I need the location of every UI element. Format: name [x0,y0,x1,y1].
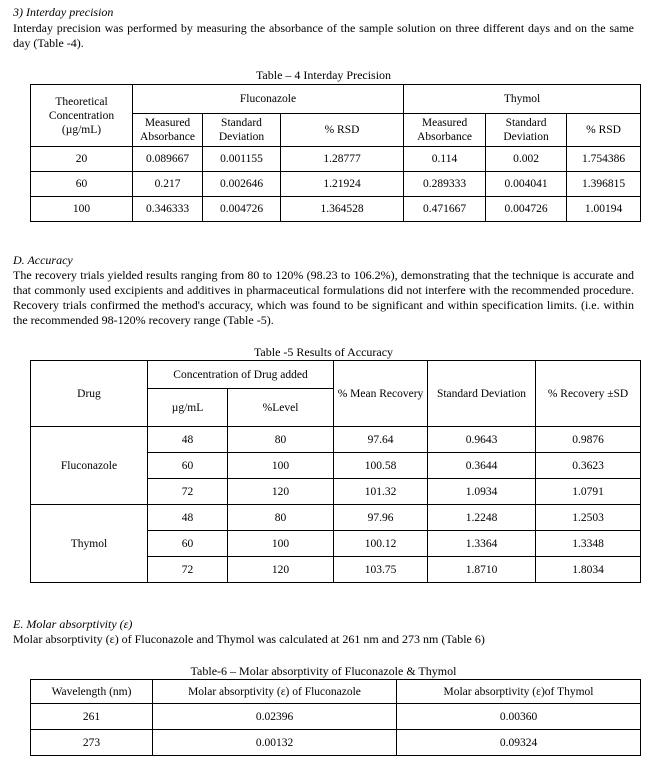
table-cell: 0.004726 [486,197,567,222]
header-drug: Drug [31,361,148,427]
paragraph-accuracy: The recovery trials yielded results ranging from 80 to 120% (98.23 to 106.2%), demonstrating that the technique is accurate and that commonly used excipients and additives in pharmaceutical formulations did not interfere with the recommended procedure. Recovery trials confirmed the method's accuracy, which was found to be significant and within specification limits. (i.e. within the recommended 98-120% recovery range (Table -5). [13,268,634,327]
table-cell: 97.96 [334,505,428,531]
header-level: %Level [228,389,334,427]
table-cell: 1.396815 [567,172,641,197]
table-cell: 1.364528 [281,197,404,222]
table-cell: 1.0791 [536,479,641,505]
table-cell: 1.8034 [536,557,641,583]
table-cell: 0.001155 [203,147,281,172]
table-cell: 60 [148,453,228,479]
table-row [31,704,641,730]
table-cell: 60 [148,531,228,557]
table5-accuracy [30,360,641,583]
table-cell: 0.09324 [397,730,641,756]
header-standard-deviation: Standard Deviation [203,114,281,147]
section-heading-molar-absorptivity: E. Molar absorptivity (ε) [13,617,133,631]
header-standard-deviation: Standard Deviation [486,114,567,147]
header-molar-fluconazole: Molar absorptivity (ε) of Fluconazole [153,680,397,704]
header-ugml: µg/mL [148,389,228,427]
table-row [31,730,641,756]
table-cell: 20 [31,147,133,172]
drug-name-cell: Fluconazole [31,427,148,505]
table-cell: 0.9643 [428,427,536,453]
paragraph-molar-absorptivity: Molar absorptivity (ε) of Fluconazole and Thymol was calculated at 261 nm and 273 nm (Table 6) [13,632,485,646]
table-cell: 1.3348 [536,531,641,557]
table-cell: 100 [31,197,133,222]
table-cell: 1.28777 [281,147,404,172]
table-row [31,197,641,222]
table-cell: 0.02396 [153,704,397,730]
table-cell: 103.75 [334,557,428,583]
table-cell: 0.9876 [536,427,641,453]
header-rsd: % RSD [281,114,404,147]
table-row [31,427,641,453]
table4-interday-precision [30,84,641,222]
table4-caption: Table – 4 Interday Precision [255,68,392,82]
table-cell: 0.3644 [428,453,536,479]
header-standard-deviation: Standard Deviation [428,361,536,427]
table-cell: 1.21924 [281,172,404,197]
table-cell: 48 [148,427,228,453]
table-cell: 80 [228,505,334,531]
table-cell: 1.3364 [428,531,536,557]
table-cell: 273 [31,730,153,756]
table-cell: 72 [148,557,228,583]
header-theoretical-concentration: Theoretical Concentration (µg/mL) [31,85,133,147]
table-cell: 0.00132 [153,730,397,756]
table-cell: 72 [148,479,228,505]
table-cell: 100 [228,453,334,479]
section-heading-interday: 3) Interday precision [13,5,114,19]
table-cell: 261 [31,704,153,730]
table-cell: 0.471667 [404,197,486,222]
table-cell: 0.3623 [536,453,641,479]
header-rsd: % RSD [567,114,641,147]
table-cell: 120 [228,557,334,583]
header-measured-absorbance: Measured Absorbance [133,114,203,147]
header-thymol: Thymol [404,85,641,114]
table-cell: 0.004726 [203,197,281,222]
header-molar-thymol: Molar absorptivity (ε)of Thymol [397,680,641,704]
table6-molar-absorptivity [30,679,641,756]
table-cell: 0.002 [486,147,567,172]
table-cell: 1.8710 [428,557,536,583]
table-cell: 100.12 [334,531,428,557]
table5-caption: Table -5 Results of Accuracy [253,345,394,359]
header-wavelength: Wavelength (nm) [31,680,153,704]
table-cell: 0.002646 [203,172,281,197]
table-cell: 1.754386 [567,147,641,172]
table-cell: 0.289333 [404,172,486,197]
table-cell: 60 [31,172,133,197]
header-mean-recovery: % Mean Recovery [334,361,428,427]
paragraph-interday: Interday precision was performed by measuring the absorbance of the sample solution on three different days and on the same day (Table -4). [13,21,634,50]
table-cell: 100.58 [334,453,428,479]
table-cell: 1.0934 [428,479,536,505]
table-cell: 100 [228,531,334,557]
table-row [31,147,641,172]
table-cell: 0.346333 [133,197,203,222]
table-cell: 80 [228,427,334,453]
table-row [31,172,641,197]
table-cell: 0.089667 [133,147,203,172]
table-cell: 48 [148,505,228,531]
table-cell: 120 [228,479,334,505]
table-cell: 0.00360 [397,704,641,730]
table-cell: 0.114 [404,147,486,172]
drug-name-cell: Thymol [31,505,148,583]
table-cell: 101.32 [334,479,428,505]
header-fluconazole: Fluconazole [133,85,404,114]
header-recovery-sd: % Recovery ±SD [536,361,641,427]
table-cell: 1.2248 [428,505,536,531]
table-row [31,505,641,531]
table-cell: 0.004041 [486,172,567,197]
table-cell: 1.00194 [567,197,641,222]
header-measured-absorbance: Measured Absorbance [404,114,486,147]
section-heading-accuracy: D. Accuracy [13,253,73,267]
table-cell: 1.2503 [536,505,641,531]
table-cell: 0.217 [133,172,203,197]
table-cell: 97.64 [334,427,428,453]
header-concentration-added: Concentration of Drug added [148,361,334,389]
table6-caption: Table-6 – Molar absorptivity of Fluconazole & Thymol [190,664,457,678]
